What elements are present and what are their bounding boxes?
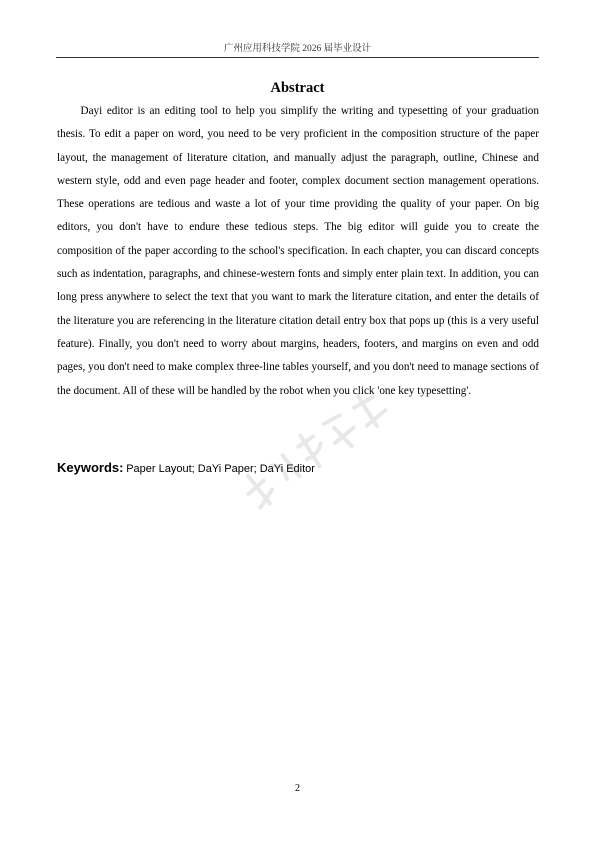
- page-number: 2: [295, 783, 300, 794]
- keywords-label: Keywords:: [57, 460, 124, 475]
- abstract-title: Abstract: [270, 80, 325, 96]
- header-divider: [56, 57, 539, 58]
- keywords-values: Paper Layout; DaYi Paper; DaYi Editor: [126, 463, 315, 475]
- page-header: 广州应用科技学院 2026 届毕业设计: [223, 44, 372, 54]
- keywords-line: [57, 459, 539, 478]
- abstract-body: Dayi editor is an editing tool to help you simplify the writing and typesetting of your graduation thesis. To edit a paper on word, you need to be very proficient in the composition structure of the paper layout, the management of literature citation, and manually adjust the paragraph, outline, Chinese and western style, odd and even page header and footer, complex document section management operations. These operations are tedious and waste a lot of your time providing the quality of your paper. On big editors, you don't have to endure these tedious steps. The big editor will guide you to create the composition of the paper according to the school's specification. In each chapter, you can discard concepts such as indentation, paragraphs, and chinese-western fonts and simply enter plain text. In addition, you can long press anywhere to select the text that you want to mark the literature citation, and enter the details of the literature you are referencing in the literature citation detail entry box that pops up (this is a very useful feature). Finally, you don't need to worry about margins, headers, footers, and margins on even and odd pages, you don't need to make complex three-line tables yourself, and you don't need to manage sections of the document. All of these will be handled by the robot when you click 'one key typesetting'.: [57, 105, 539, 397]
